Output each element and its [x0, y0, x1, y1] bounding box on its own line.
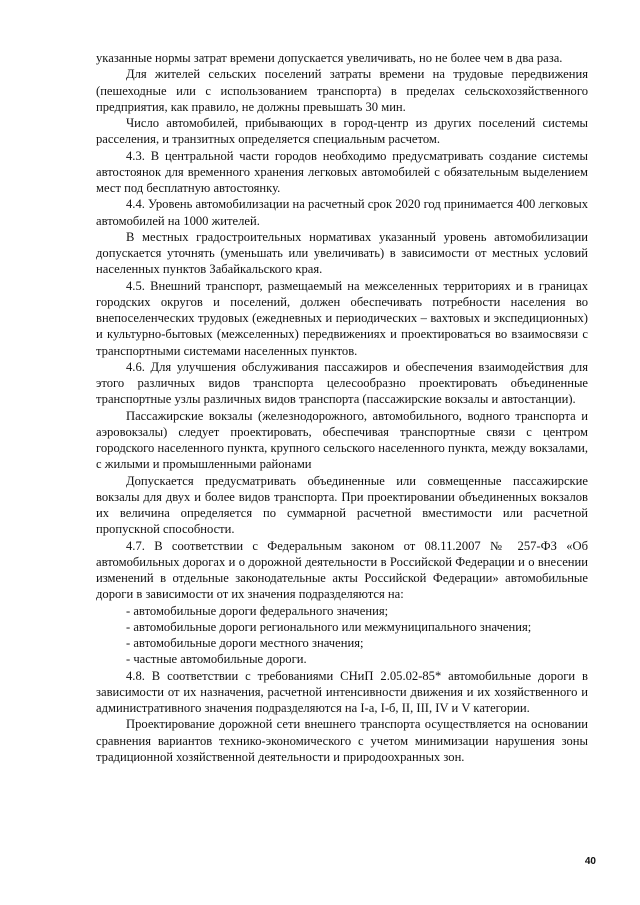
- paragraph-rural-commute: Для жителей сельских поселений затраты времени на трудовые передвижения (пешеходные или с использованием транспорта) в пределах сельскохозяйственного предприятия, как правило, не должны превышать 30 мин.: [96, 67, 588, 114]
- paragraph-road-network: Проектирование дорожной сети внешнего транспорта осуществляется на основании сравнения вариантов технико-экономического с учетом минимизации нарушения зоны традиционной хозяйственной деятельности и природоохранных зон.: [96, 717, 588, 764]
- paragraph-4-8: 4.8. В соответствии с требованиями СНиП 2.05.02-85* автомобильные дороги в зависимости от их назначения, расчетной интенсивности движения и их хозяйственного и административного значения подразделяются на I-а, I-б, II, III, IV и V категории.: [96, 668, 588, 715]
- list-item: - автомобильные дороги регионального или межмуниципального значения;: [126, 619, 532, 634]
- paragraph-4-6: 4.6. Для улучшения обслуживания пассажиров и обеспечения взаимодействия для этого различных видов транспорта целесообразно проектировать объединенные транспортные узлы различных видов транспорта (пассажирские вокзалы и автостанции).: [96, 359, 588, 407]
- list-item: - частные автомобильные дороги.: [126, 652, 307, 667]
- document-body: [96, 50, 588, 765]
- page-number: 40: [584, 856, 596, 867]
- paragraph-4-5: 4.5. Внешний транспорт, размещаемый на межселенных территориях и в границах городских округов и поселений, должен обеспечивать потребности населения во внепоселенческих трудовых (ежедневных и периодических – вахтовых и экспедиционных) и культурно-бытовых (межселенных) передвижениях и проектироваться во взаимосвязи с транспортными системами населенных пунктов.: [96, 278, 588, 358]
- list-item: - автомобильные дороги федерального значения;: [126, 603, 389, 618]
- paragraph-local-norms: В местных градостроительных нормативах указанный уровень автомобилизации допускается уточнять (уменьшать или увеличивать) в зависимости от местных условий населенных пунктов Забайкальского края.: [96, 229, 588, 277]
- paragraph-4-3: 4.3. В центральной части городов необходимо предусматривать создание системы автостоянок для временного хранения легковых автомобилей с обязательным выделением мест под бесплатную автостоянку.: [96, 148, 588, 195]
- paragraph-passenger-stations: Пассажирские вокзалы (железнодорожного, автомобильного, водного транспорта и аэровокзалы) следует проектировать, обеспечивая транспортные связи с центром городского населенного пункта, крупного сельского населенного пункта, между вокзалами, с жилыми и промышленными районами: [96, 408, 588, 472]
- list-item: - автомобильные дороги местного значения;: [126, 636, 364, 650]
- paragraph-combined-stations: Допускается предусматривать объединенные или совмещенные пассажирские вокзалы для двух и более видов транспорта. При проектировании объединенных вокзалов их величина определяется по суммарной расчетной вместимости или расчетной пропускной способности.: [96, 473, 588, 537]
- paragraph-continuation: указанные нормы затрат времени допускается увеличивать, но не более чем в два раза.: [96, 51, 563, 65]
- paragraph-4-4: 4.4. Уровень автомобилизации на расчетный срок 2020 год принимается 400 легковых автомобилей на 1000 жителей.: [96, 197, 588, 228]
- paragraph-4-7: 4.7. В соответствии с Федеральным законом от 08.11.2007 № 257-ФЗ «Об автомобильных дорогах и о дорожной деятельности в Российской Федерации и о внесении изменений в отдельные законодательные акты Российской Федерации» автомобильные дороги в зависимости от их значения подразделяются на:: [96, 538, 588, 602]
- paragraph-car-count: Число автомобилей, прибывающих в город-центр из других поселений системы расселения, и транзитных определяется специальным расчетом.: [96, 116, 588, 147]
